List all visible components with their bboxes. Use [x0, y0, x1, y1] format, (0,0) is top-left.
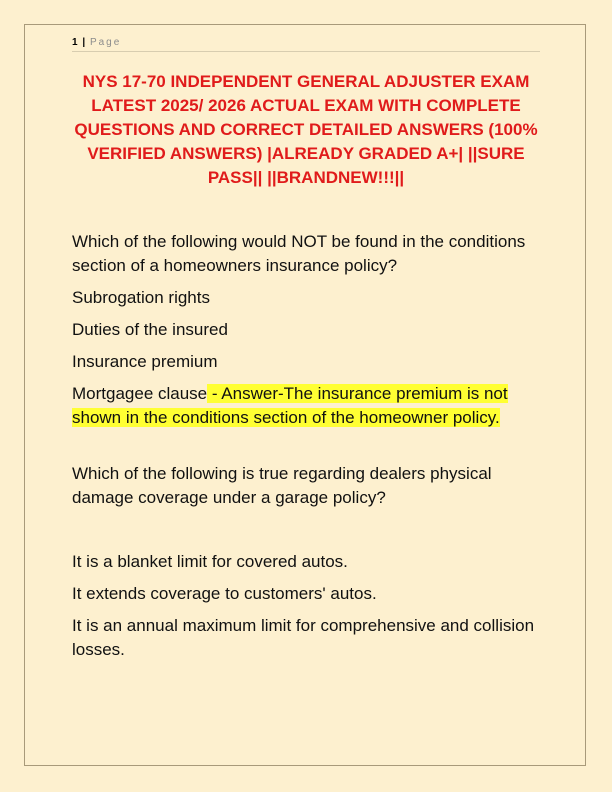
- page-word: Page: [89, 37, 122, 48]
- question-2-option-2: It extends coverage to customers' autos.: [72, 584, 377, 603]
- question-1-option-1: Subrogation rights: [72, 288, 210, 307]
- page-number-separator: |: [82, 37, 86, 48]
- question-2-option-3: It is an annual maximum limit for comprehensive and collision losses.: [72, 616, 535, 659]
- question-2-text: Which of the following is true regarding dealers physical damage coverage under a garage policy?: [72, 464, 492, 507]
- question-2-option-1: It is a blanket limit for covered autos.: [72, 552, 348, 571]
- spacer: [72, 510, 542, 550]
- page-header: [72, 36, 540, 50]
- question-1-option-4-with-answer: [72, 382, 542, 430]
- question-1-option-4: Mortgagee clause: [72, 384, 208, 403]
- document-body: [72, 230, 542, 662]
- page-number: 1: [72, 37, 78, 48]
- document-title: NYS 17-70 INDEPENDENT GENERAL ADJUSTER EXAM LATEST 2025/ 2026 ACTUAL EXAM WITH COMPLETE QUESTIONS AND CORRECT DETAILED ANSWERS (100% VERIFIED ANSWERS) |ALREADY GRADED A+| ||SURE PASS|| ||BRANDNEW!!!||: [74, 72, 538, 187]
- spacer: [72, 430, 542, 462]
- header-rule: [72, 51, 540, 52]
- question-1-text: Which of the following would NOT be found in the conditions section of a homeowners insurance policy?: [72, 232, 526, 275]
- question-1-answer: - Answer-The insurance premium is not shown in the conditions section of the homeowner policy.: [72, 384, 508, 427]
- question-1-option-2: Duties of the insured: [72, 320, 228, 339]
- question-1-option-3: Insurance premium: [72, 352, 218, 371]
